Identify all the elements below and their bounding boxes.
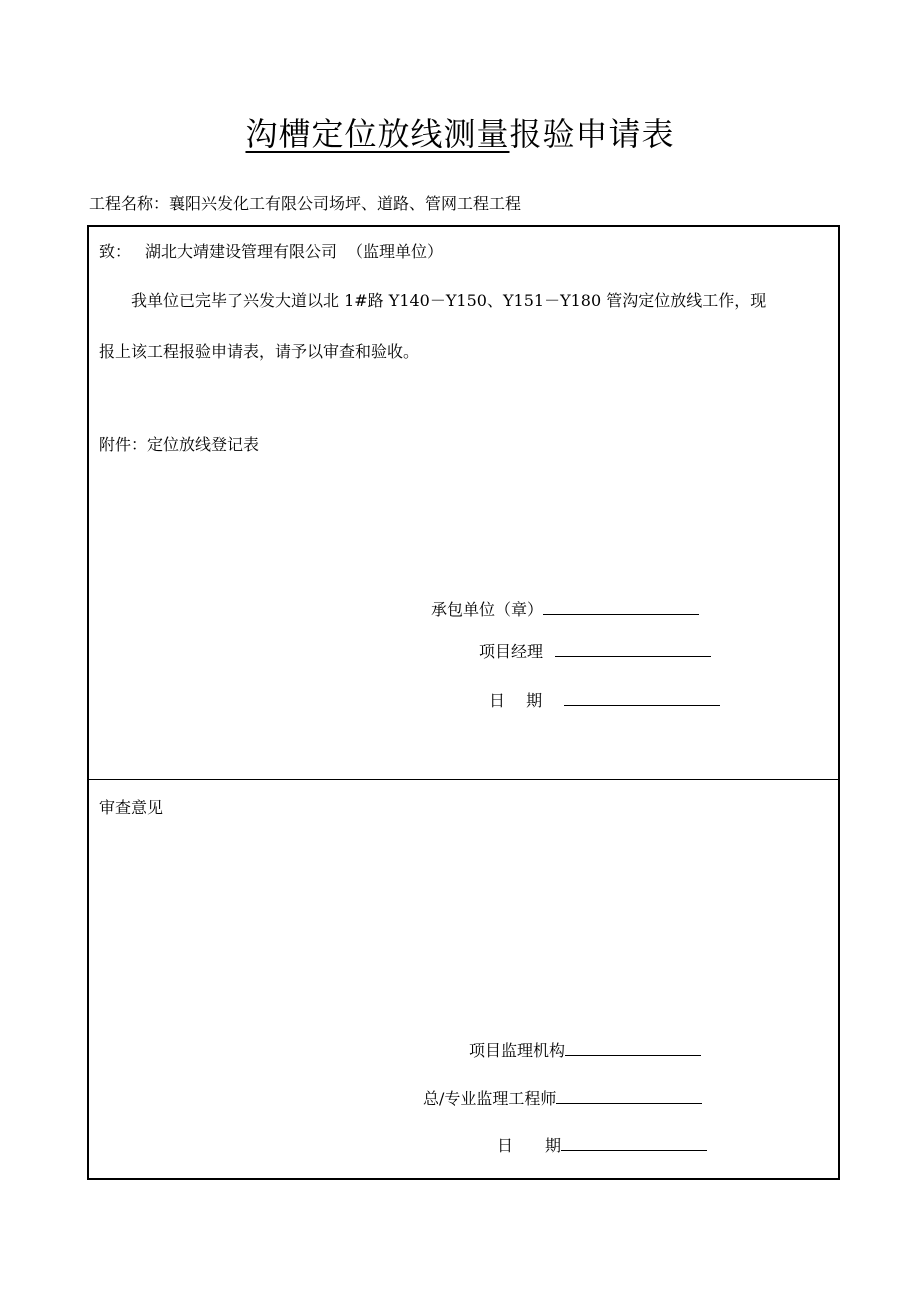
supervision-org-label: 项目监理机构: [469, 1041, 566, 1060]
project-name: 襄阳兴发化工有限公司场坪、道路、管网工程工程: [169, 194, 522, 213]
project-label: 工程名称：: [89, 194, 170, 213]
application-date-label: 日 期: [489, 691, 543, 710]
document-title: [0, 112, 920, 156]
title-rest: 报验申请表: [509, 115, 675, 153]
review-date: [497, 1134, 707, 1156]
review-date-line: [561, 1134, 707, 1151]
section-divider: [89, 779, 838, 780]
application-date: [489, 689, 720, 711]
project-name-line: [89, 191, 521, 214]
to-role: （监理单位）: [347, 242, 444, 261]
form-frame: [87, 225, 840, 1180]
manager-signature-line: [555, 640, 711, 657]
title-underlined: 沟槽定位放线测量: [245, 115, 510, 153]
engineer-label: 总/专业监理工程师: [423, 1089, 557, 1108]
supervision-org-signature-line: [565, 1039, 701, 1056]
manager-label: 项目经理: [479, 642, 544, 661]
addressee-line: [99, 242, 443, 262]
review-date-label: 日 期: [497, 1136, 562, 1155]
manager-signature: [479, 640, 711, 662]
attachment-line: 附件：定位放线登记表: [99, 435, 260, 454]
contractor-signature-line: [543, 598, 699, 615]
contractor-signature: [431, 598, 699, 620]
to-company: 湖北大靖建设管理有限公司: [145, 242, 338, 261]
to-label: 致：: [99, 242, 132, 261]
engineer-signature-line: [556, 1087, 702, 1104]
contractor-label: 承包单位（章）: [431, 600, 544, 619]
review-heading: 审查意见: [99, 798, 164, 817]
body-line-2: 报上该工程报验申请表，请予以审查和验收。: [99, 342, 420, 361]
engineer-signature: [423, 1087, 702, 1109]
application-date-line: [564, 689, 720, 706]
body-line-1: 我单位已完毕了兴发大道以北 1#路 Y140－Y150、Y151－Y180 管沟定位放线工作，现: [131, 291, 767, 310]
supervision-org-signature: [469, 1039, 701, 1061]
